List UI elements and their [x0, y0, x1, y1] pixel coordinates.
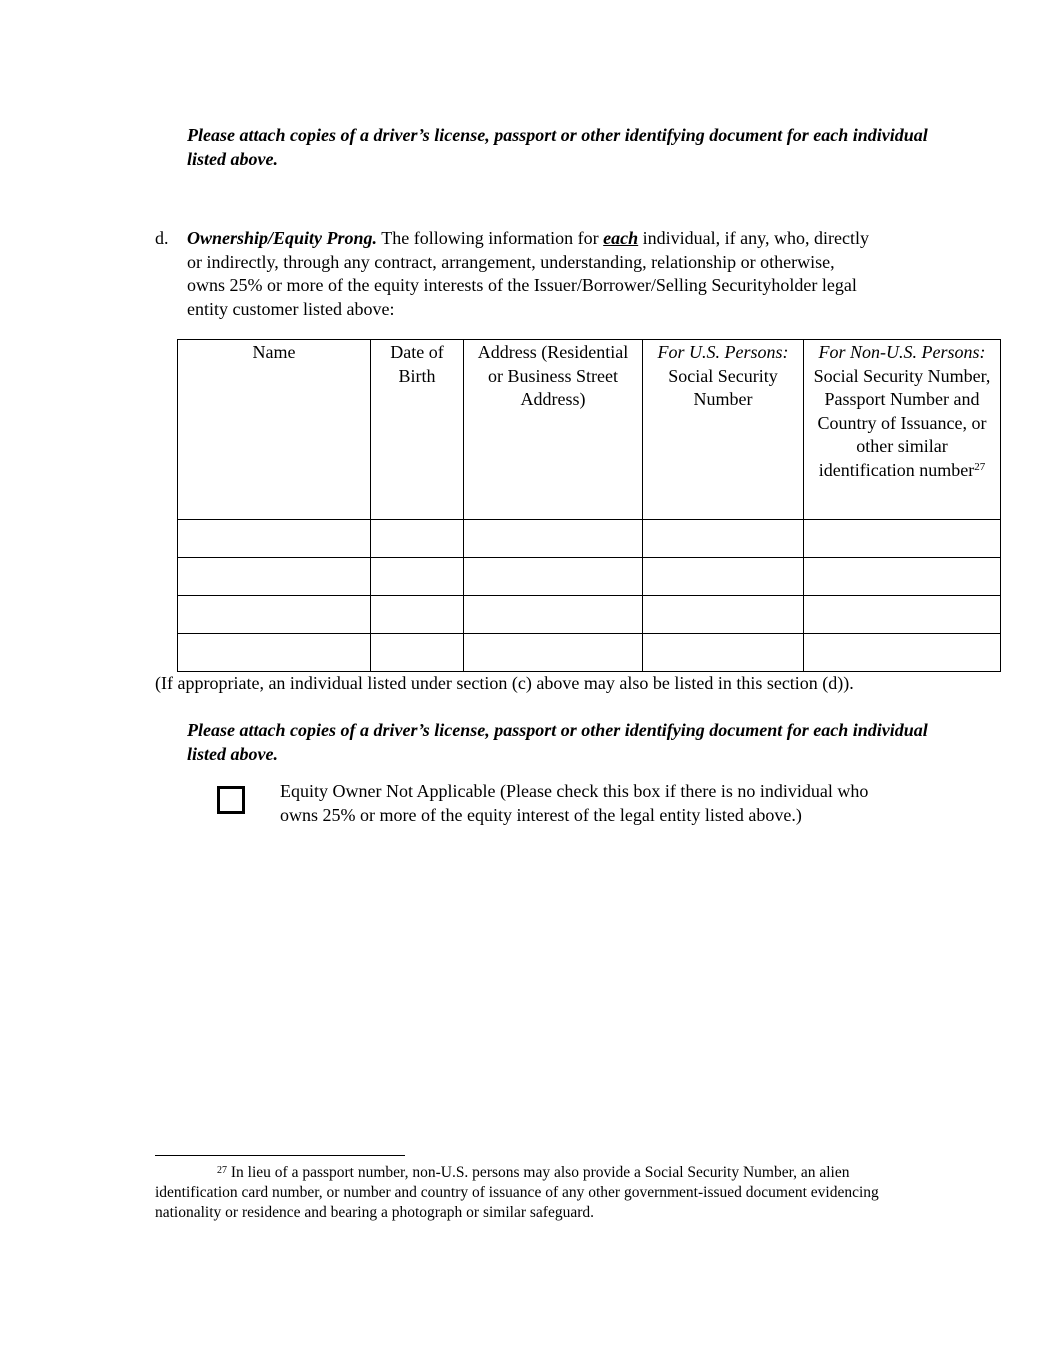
equity-owner-na-label: Equity Owner Not Applicable (Please check this box if there is no individual who owns 25% or more of the equity interest of the legal entity listed above.) — [280, 781, 869, 825]
section-d — [155, 227, 875, 321]
ownership-table — [177, 339, 1001, 672]
header-dob: Date of Birth — [371, 340, 464, 520]
section-d-letter: d. — [155, 228, 169, 248]
cell-name[interactable] — [178, 634, 371, 672]
cell-us-ssn[interactable] — [643, 520, 804, 558]
table-row — [178, 634, 1001, 672]
footnote-27 — [155, 1163, 895, 1223]
cell-address[interactable] — [464, 596, 643, 634]
cell-nonus-id[interactable] — [804, 596, 1001, 634]
section-d-text-after: individual, if any, who, directly or indirectly, through any contract, arrangement, understanding, relationship or otherwise, owns 25% or more of the equity interests of the Issuer/Borrower/Selling Securityholder legal entity customer listed above: — [187, 228, 869, 319]
cell-dob[interactable] — [371, 520, 464, 558]
header-us-value: Social Security Number — [668, 365, 778, 409]
if-appropriate-note: (If appropriate, an individual listed under section (c) above may also be listed in this section (d)). — [155, 673, 854, 693]
header-us-persons — [643, 340, 804, 520]
cell-address[interactable] — [464, 558, 643, 596]
cell-dob[interactable] — [371, 596, 464, 634]
cell-nonus-id[interactable] — [804, 558, 1001, 596]
header-nonus-persons — [804, 340, 1001, 520]
header-nonus-label: For Non-U.S. Persons: — [818, 342, 986, 362]
footnote-separator — [155, 1155, 405, 1156]
section-d-emphasis: each — [603, 228, 639, 248]
section-d-text-before: The following information for — [377, 228, 604, 248]
cell-address[interactable] — [464, 634, 643, 672]
table-row — [178, 558, 1001, 596]
cell-name[interactable] — [178, 596, 371, 634]
cell-nonus-id[interactable] — [804, 520, 1001, 558]
cell-us-ssn[interactable] — [643, 596, 804, 634]
cell-name[interactable] — [178, 558, 371, 596]
header-address: Address (Residential or Business Street Address) — [464, 340, 643, 520]
footnote-ref-27[interactable]: 27 — [974, 460, 986, 473]
cell-us-ssn[interactable] — [643, 634, 804, 672]
cell-name[interactable] — [178, 520, 371, 558]
attach-id-note-bottom: Please attach copies of a driver’s license, passport or other identifying document for each individual listed above. — [187, 720, 928, 764]
cell-us-ssn[interactable] — [643, 558, 804, 596]
section-d-heading: Ownership/Equity Prong. — [187, 228, 378, 248]
table-header-row — [178, 340, 1001, 520]
header-us-label: For U.S. Persons: — [657, 342, 789, 362]
table-row — [178, 520, 1001, 558]
header-nonus-value: Social Security Number, Passport Number and Country of Issuance, or other similar identification number — [813, 365, 991, 480]
cell-address[interactable] — [464, 520, 643, 558]
cell-dob[interactable] — [371, 634, 464, 672]
cell-dob[interactable] — [371, 558, 464, 596]
footnote-text: In lieu of a passport number, non-U.S. persons may also provide a Social Security Number, an alien identification card number, or number and country of issuance of any other government-issued document evidencing nationality or residence and bearing a photograph or similar safeguard. — [155, 1164, 879, 1221]
section-d-body — [187, 227, 875, 321]
equity-owner-na-checkbox[interactable] — [217, 786, 245, 814]
footnote-number: 27 — [217, 1165, 227, 1176]
attach-id-note-top: Please attach copies of a driver’s license, passport or other identifying document for each individual listed above. — [187, 125, 928, 169]
cell-nonus-id[interactable] — [804, 634, 1001, 672]
table-row — [178, 596, 1001, 634]
header-name: Name — [178, 340, 371, 520]
